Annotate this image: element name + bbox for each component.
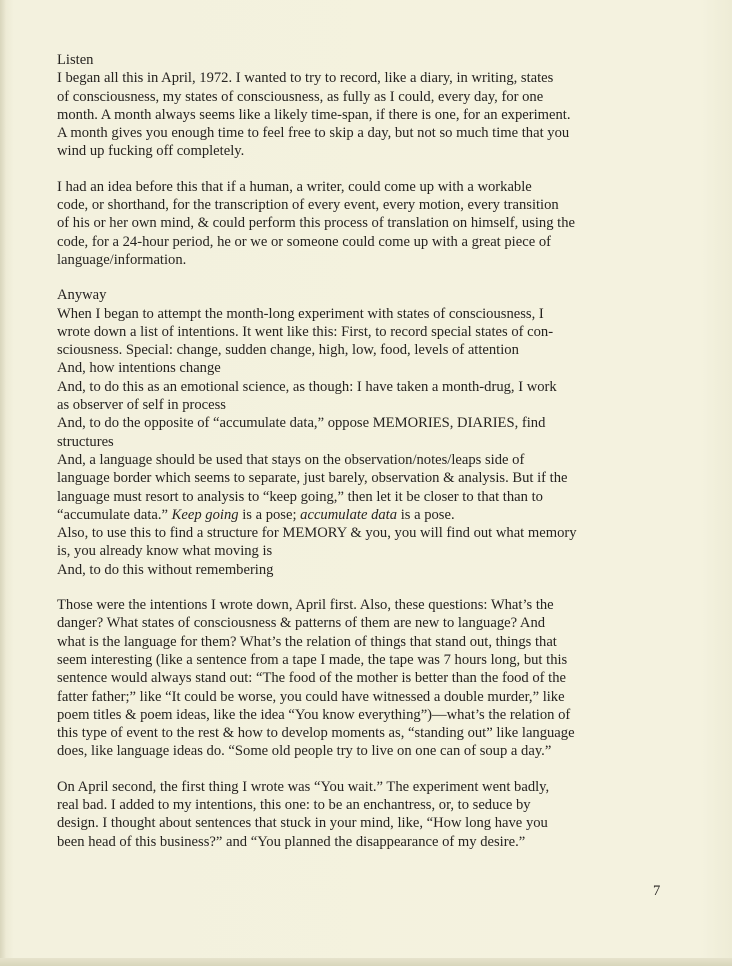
paragraph-gap — [57, 579, 669, 596]
text-line: structures — [57, 433, 114, 450]
text-line: Those were the intentions I wrote down, April first. Also, these questions: What’s the — [57, 597, 554, 614]
text-line: is, you already know what moving is — [57, 543, 273, 560]
text-line: seem interesting (like a sentence from a tape I made, the tape was 7 hours long, but this — [57, 651, 568, 668]
text-line: And, to do the opposite of “accumulate data,” oppose MEMORIES, DIARIES, find — [57, 415, 546, 432]
text-line: And, a language should be used that stays on the observation/notes/leaps side of — [57, 451, 525, 468]
text-line: language must resort to analysis to “keep going,” then let it be closer to that than to — [57, 488, 543, 505]
text-line: code, or shorthand, for the transcription of every event, every motion, every transition — [57, 197, 559, 214]
page-bottom-edge — [0, 958, 732, 966]
text-line: of consciousness, my states of consciousness, as fully as I could, every day, for one — [57, 88, 544, 105]
paragraph-gap — [57, 761, 669, 778]
text-line: real bad. I added to my intentions, this one: to be an enchantress, or, to seduce by — [57, 796, 531, 813]
italic-run: Keep going — [171, 506, 239, 523]
text-run: “accumulate data.” — [57, 506, 172, 523]
text-line: I had an idea before this that if a human, a writer, could come up with a workable — [57, 178, 532, 195]
text-line: does, like language ideas do. “Some old people try to live on one can of soup a day.” — [57, 743, 552, 760]
text-line: poem titles & poem ideas, like the idea “You know everything”)—what’s the relation of — [57, 706, 571, 723]
text-line: On April second, the first thing I wrote was “You wait.” The experiment went badly, — [57, 778, 550, 795]
text-line: sentence would always stand out: “The food of the mother is better than the food of the — [57, 670, 567, 687]
paragraph-gap — [57, 161, 669, 178]
text-line: this type of event to the rest & how to develop moments as, “standing out” like language — [57, 725, 575, 742]
paragraph-gap — [57, 269, 669, 286]
text-line: language border which seems to separate, just barely, observation & analysis. But if the — [57, 470, 568, 487]
text-line: design. I thought about sentences that stuck in your mind, like, “How long have you — [57, 815, 548, 832]
text-line: Listen — [57, 52, 94, 68]
text-line: what is the language for them? What’s the relation of things that stand out, things that — [57, 633, 557, 650]
text-line: And, to do this without remembering — [57, 561, 274, 578]
page-binding-shadow — [0, 0, 6, 966]
text-line: When I began to attempt the month-long experiment with states of consciousness, I — [57, 305, 544, 322]
text-line: code, for a 24-hour period, he or we or someone could come up with a great piece of — [57, 233, 551, 250]
text-line: And, to do this as an emotional science, as though: I have taken a month-drug, I work — [57, 378, 557, 395]
text-line: Anyway — [57, 287, 107, 304]
page-number: 7 — [653, 883, 661, 899]
text-line: wind up fucking off completely. — [57, 143, 245, 160]
italic-run: accumulate data — [300, 506, 398, 523]
body-text — [57, 51, 669, 851]
text-line: A month gives you enough time to feel free to skip a day, but not so much time that you — [57, 125, 570, 142]
text-line: as observer of self in process — [57, 397, 226, 414]
text-line: sciousness. Special: change, sudden change, high, low, food, levels of attention — [57, 342, 519, 359]
text-run: is a pose; — [238, 506, 301, 523]
text-line: of his or her own mind, & could perform this process of translation on himself, using the — [57, 215, 575, 232]
text-line-mixed — [57, 506, 669, 524]
text-line: I began all this in April, 1972. I wanted to try to record, like a diary, in writing, states — [57, 70, 554, 87]
text-line: danger? What states of consciousness & patterns of them are new to language? And — [57, 615, 546, 632]
text-line: Also, to use this to find a structure for MEMORY & you, you will find out what memory — [57, 525, 577, 542]
text-line: month. A month always seems like a likely time-span, if there is one, for an experiment. — [57, 106, 571, 123]
text-run: is a pose. — [397, 506, 455, 523]
text-line: And, how intentions change — [57, 360, 221, 377]
text-line: language/information. — [57, 251, 187, 268]
text-line: fatter father;” like “It could be worse, you could have witnessed a double murder,” like — [57, 688, 565, 705]
text-line: been head of this business?” and “You planned the disappearance of my desire.” — [57, 833, 526, 850]
text-line: wrote down a list of intentions. It went like this: First, to record special states of con- — [57, 323, 554, 340]
